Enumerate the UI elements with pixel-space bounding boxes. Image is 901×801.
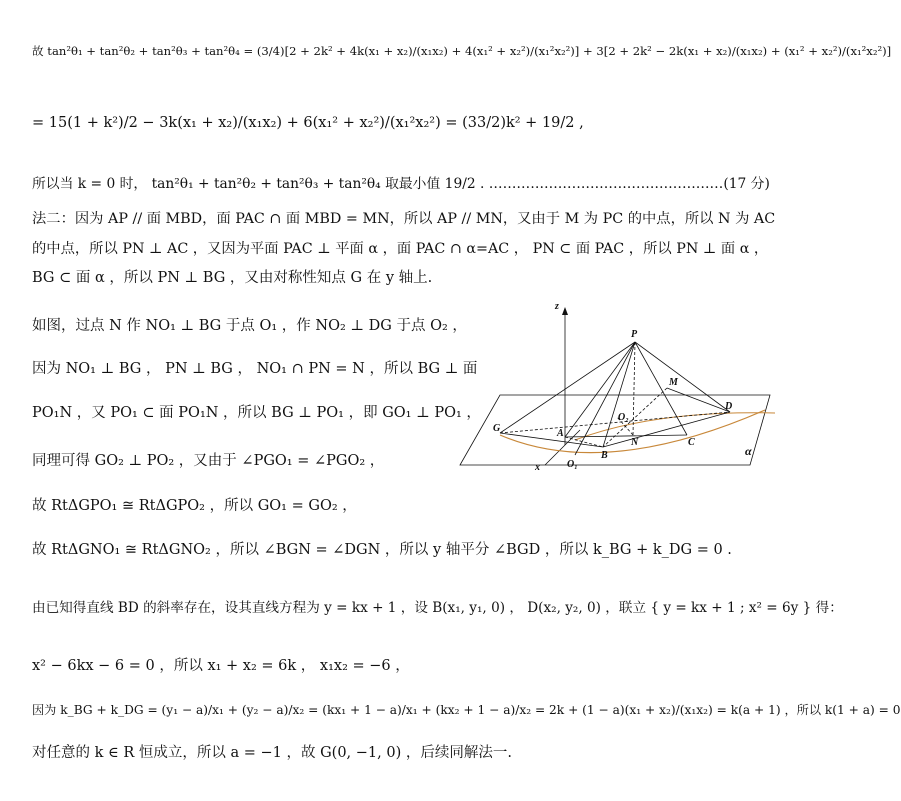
label-C: C xyxy=(688,437,695,448)
label-M: M xyxy=(669,377,678,388)
congruence-line-2: 故 RtΔGNO₁ ≅ RtΔGNO₂ ，所以 ∠BGN = ∠DGN ，所以 y 轴平分 ∠BGD ，所以 k_BG + k_DG = 0 . xyxy=(32,542,732,558)
label-A: A xyxy=(557,428,564,439)
method-two-line-3: BG ⊂ 面 α ，所以 PN ⊥ BG ，又由对称性知点 G 在 y 轴上. xyxy=(32,270,433,286)
figure-text-line-2: 因为 NO₁ ⊥ BG ， PN ⊥ BG ， NO₁ ∩ PN = N ，所以 BG ⊥ 面 xyxy=(32,361,478,377)
conclusion-line: 对任意的 k ∈ R 恒成立，所以 a = −1 ，故 G(0, −1, 0) ，后续同解法一. xyxy=(32,745,512,761)
label-O1: O₁ xyxy=(567,459,578,470)
label-D: D xyxy=(725,401,733,412)
min-value-statement: 所以当 k = 0 时， tan²θ₁ + tan²θ₂ + tan²θ₃ + tan²θ₄ 取最小值 19/2 . ……………………………………………(17 分) xyxy=(32,176,770,192)
method-two-line-1: 法二：因为 AP // 面 MBD，面 PAC ∩ 面 MBD = MN，所以 AP // MN，又由于 M 为 PC 的中点，所以 N 为 AC xyxy=(32,211,776,227)
equation-sum-tan: 故 tan²θ₁ + tan²θ₂ + tan²θ₃ + tan²θ₄ = (3/4)[2 + 2k² + 4k(x₁ + x₂)/(x₁x₂) + 4(x₁² + x₂²)/(x₁²x₂²)] + 3[2 + 2k² − 2k(x₁ + x₂)/(x₁x₂) + (x₁² + x₂²)/(x₁²x₂²)] xyxy=(32,44,892,58)
label-G: G xyxy=(493,423,501,434)
label-P: P xyxy=(631,329,638,340)
equation-simplified: = 15(1 + k²)/2 − 3k(x₁ + x₂)/(x₁x₂) + 6(x₁² + x₂²)/(x₁²x₂²) = (33/2)k² + 19/2 , xyxy=(32,115,584,131)
label-B: B xyxy=(601,450,608,461)
figure-text-line-3: PO₁N ，又 PO₁ ⊂ 面 PO₁N ，所以 BG ⊥ PO₁ ，即 GO₁ ⊥ PO₁ ， xyxy=(32,405,481,421)
congruence-line-1: 故 RtΔGPO₁ ≅ RtΔGPO₂ ，所以 GO₁ = GO₂ ， xyxy=(32,498,357,514)
label-O2: O₂ xyxy=(618,412,629,423)
label-x: x xyxy=(535,462,540,473)
label-z: z xyxy=(555,301,559,312)
method-two-line-2: 的中点，所以 PN ⊥ AC ，又因为平面 PAC ⊥ 平面 α ，面 PAC ∩ α=AC ， PN ⊂ 面 PAC ，所以 PN ⊥ 面 α ， xyxy=(32,241,769,257)
slope-sum-derivation: 因为 k_BG + k_DG = (y₁ − a)/x₁ + (y₂ − a)/x₂ = (kx₁ + 1 − a)/x₁ + (kx₂ + 1 − a)/x₂ = 2k + (1 − a)(x₁ + x₂)/(x₁x₂) = k(a + 1) ，所以 k(1 + a) = 0 xyxy=(32,703,901,717)
figure-text-line-4: 同理可得 GO₂ ⊥ PO₂ ，又由于 ∠PGO₁ = ∠PGO₂ ， xyxy=(32,453,385,469)
label-N: N xyxy=(631,437,639,448)
figure-text-line-1: 如图，过点 N 作 NO₁ ⊥ BG 于点 O₁ ，作 NO₂ ⊥ DG 于点 O₂ ， xyxy=(32,318,467,334)
line-equation-setup: 由已知得直线 BD 的斜率存在，设其直线方程为 y = kx + 1 ，设 B(x₁, y₁, 0) ， D(x₂, y₂, 0) ，联立 { y = kx + 1 ; x² = 6y } 得： xyxy=(32,600,843,616)
label-alpha: α xyxy=(745,444,752,458)
quadratic-roots: x² − 6kx − 6 = 0 ，所以 x₁ + x₂ = 6k ， x₁x₂ = −6 ， xyxy=(32,658,410,674)
geometry-figure xyxy=(455,295,785,485)
plane-alpha xyxy=(460,395,770,465)
